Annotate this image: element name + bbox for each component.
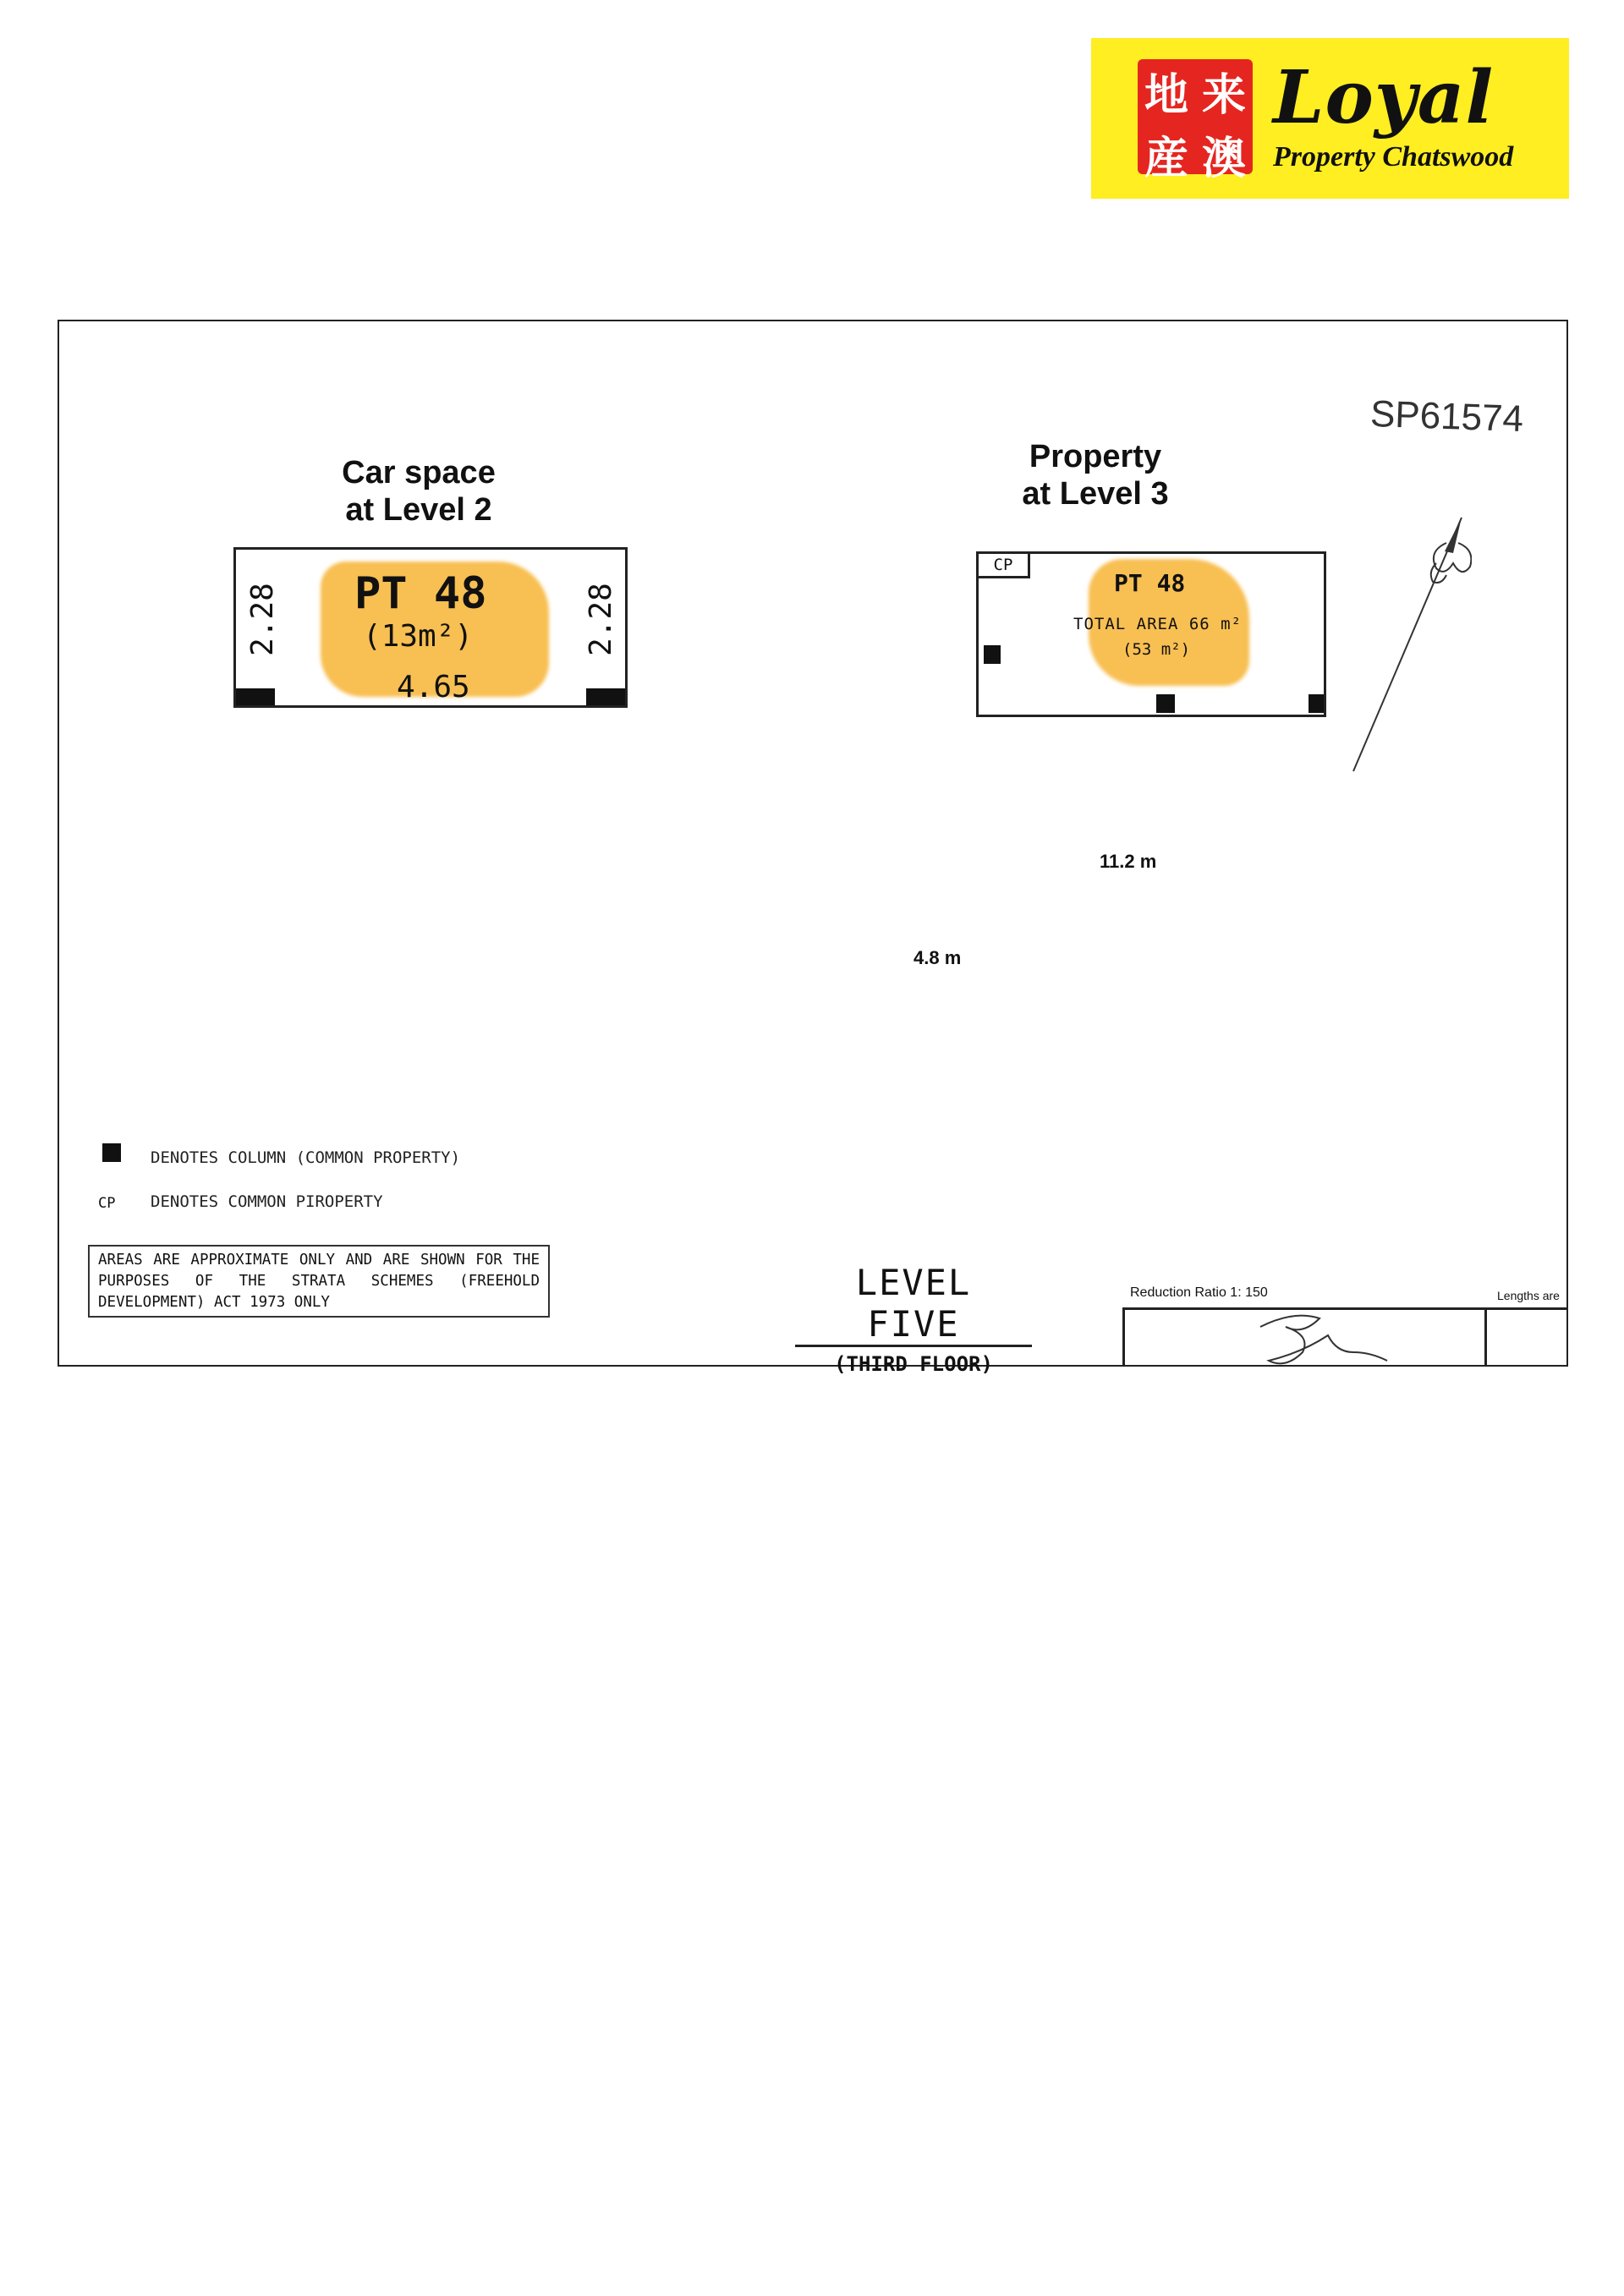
- car-space-heading-line: at Level 2: [345, 492, 492, 528]
- brand-subtitle: Property Chatswood: [1273, 141, 1514, 173]
- signature-panel: [1122, 1307, 1568, 1367]
- property-depth: 4.8 m: [914, 947, 962, 968]
- column-marker: [1309, 694, 1324, 713]
- column-marker: [1156, 694, 1175, 713]
- property-heading: [943, 438, 1248, 512]
- north-arrow-icon: [1345, 509, 1472, 780]
- plan-reference: SP61574: [1369, 392, 1524, 441]
- seal-char: 澳: [1201, 133, 1246, 184]
- brand-name: Loyal: [1273, 55, 1495, 140]
- property-width: 11.2 m: [1100, 851, 1157, 872]
- signature-icon: [1243, 1310, 1446, 1366]
- car-lot-number: PT 48: [354, 568, 487, 619]
- legend-cp-symbol: CP: [98, 1195, 116, 1212]
- legend-column: DENOTES COLUMN (COMMON PROPERTY): [151, 1148, 461, 1167]
- property-internal-area: (53 m²): [1122, 640, 1191, 659]
- column-legend-swatch: [102, 1143, 121, 1162]
- seal-char: 地: [1144, 69, 1188, 121]
- seal-char: 来: [1201, 69, 1246, 121]
- property-total-area: TOTAL AREA 66 m²: [1073, 615, 1243, 633]
- lengths-note: Lengths are: [1497, 1289, 1560, 1302]
- level-title: LEVEL FIVE: [795, 1262, 1032, 1347]
- column-marker: [586, 688, 625, 705]
- common-property-box: CP: [979, 554, 1030, 578]
- chinese-seal: [1138, 59, 1253, 184]
- car-lot-width: 4.65: [397, 670, 470, 704]
- panel-divider: [1484, 1307, 1487, 1367]
- areas-note: AREAS ARE APPROXIMATE ONLY AND ARE SHOWN FOR THE PURPOSES OF THE STRATA SCHEMES (FREEHOLD DEVELOPMENT) ACT 1973 ONLY: [88, 1245, 550, 1318]
- car-lot-depth-left: 2.28: [244, 583, 280, 656]
- level-title-block: [795, 1262, 1032, 1376]
- car-lot-depth-right: 2.28: [583, 583, 618, 656]
- seal-char: 産: [1144, 133, 1188, 184]
- reduction-ratio: Reduction Ratio 1: 150: [1130, 1285, 1268, 1300]
- company-logo: [1091, 38, 1569, 199]
- property-lot-number: PT 48: [1114, 569, 1186, 597]
- car-space-heading: [292, 454, 546, 529]
- level-subtitle: (THIRD FLOOR): [834, 1352, 993, 1376]
- column-marker: [236, 688, 275, 705]
- property-heading-line: Property: [1029, 439, 1162, 474]
- property-heading-line: at Level 3: [1022, 476, 1169, 512]
- legend-common-property: DENOTES COMMON PIROPERTY: [151, 1192, 383, 1211]
- car-space-lot: [233, 547, 628, 708]
- car-lot-area: (13m²): [363, 619, 474, 654]
- column-marker: [984, 645, 1001, 664]
- car-space-heading-line: Car space: [342, 455, 496, 490]
- property-lot: [976, 551, 1326, 717]
